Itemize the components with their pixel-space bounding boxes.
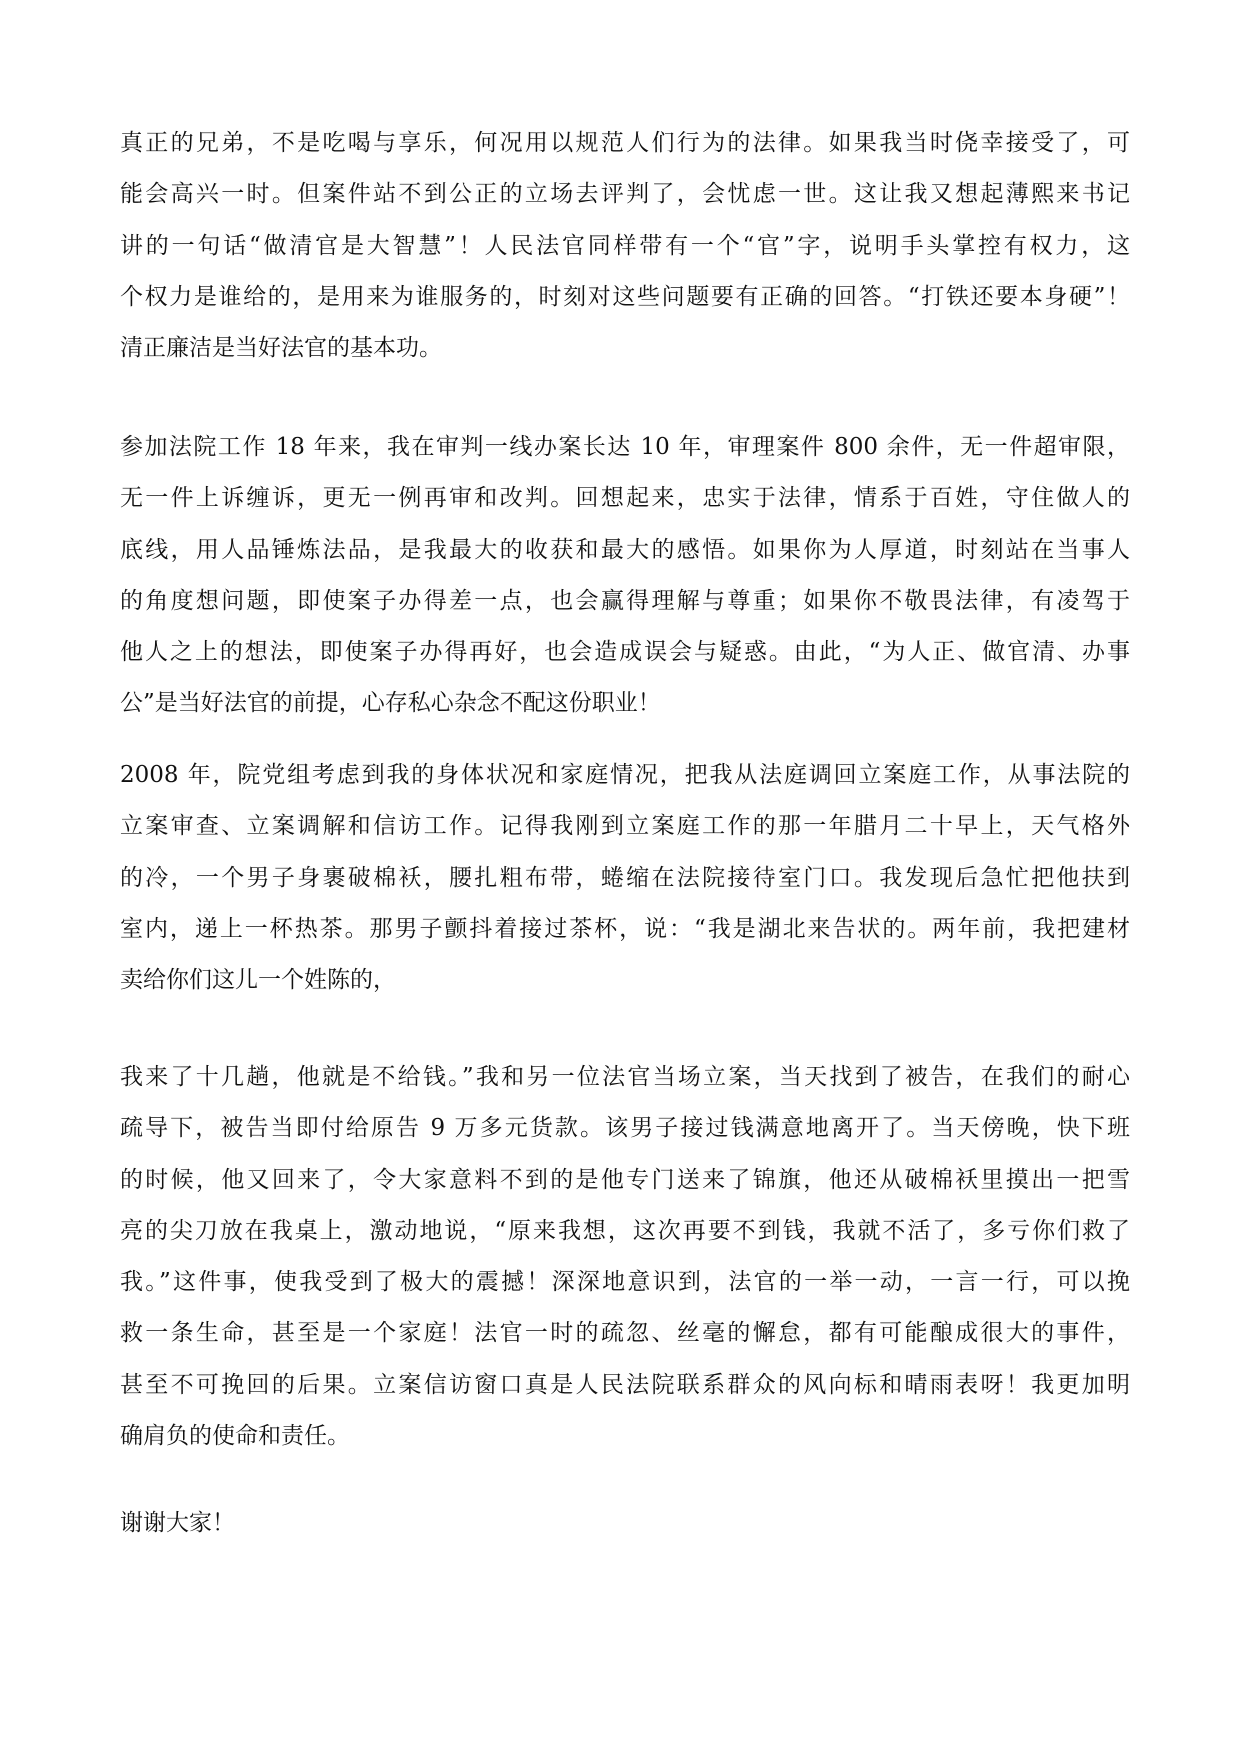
- text-line: 公”是当好法官的前提，心存私心杂念不配这份职业！: [120, 690, 661, 717]
- text-line: 2008 年，院党组考虑到我的身体状况和家庭情况，把我从法庭调回立案庭工作，从事法院的: [120, 762, 1130, 788]
- text-line: 立案审查、立案调解和信访工作。记得我刚到立案庭工作的那一年腊月二十早上，天气格外: [120, 813, 1130, 840]
- text-line: 真正的兄弟，不是吃喝与享乐，何况用以规范人们行为的法律。如果我当时侥幸接受了，可: [120, 130, 1130, 156]
- text-line: 谢谢大家！: [120, 1510, 235, 1536]
- paragraph-2: [120, 422, 1130, 730]
- text-line: 他人之上的想法，即使案子办得再好，也会造成误会与疑惑。由此，“为人正、做官清、办事: [120, 639, 1130, 666]
- text-line: 能会高兴一时。但案件站不到公正的立场去评判了，会忧虑一世。这让我又想起薄熙来书记: [120, 181, 1130, 208]
- text-line: 底线，用人品锤炼法品，是我最大的收获和最大的感悟。如果你为人厚道，时刻站在当事人: [120, 536, 1130, 563]
- text-line: 参加法院工作 18 年来，我在审判一线办案长达 10 年，审理案件 800 余件，无一件超审限，: [120, 434, 1130, 460]
- text-line: 亮的尖刀放在我桌上，激动地说，“原来我想，这次再要不到钱，我就不活了，多亏你们救了: [120, 1217, 1130, 1244]
- text-line: 的角度想问题，即使案子办得差一点，也会赢得理解与尊重；如果你不敬畏法律，有凌驾于: [120, 587, 1130, 614]
- paragraph-4: [120, 1052, 1130, 1462]
- closing-paragraph: [120, 1498, 1130, 1549]
- text-line: 的时候，他又回来了，令大家意料不到的是他专门送来了锦旗，他还从破棉袄里摸出一把雪: [120, 1166, 1130, 1193]
- text-line: 的冷，一个男子身裹破棉袄，腰扎粗布带，蜷缩在法院接待室门口。我发现后急忙把他扶到: [120, 864, 1130, 891]
- text-line: 我来了十几趟，他就是不给钱。”我和另一位法官当场立案，当天找到了被告，在我们的耐心: [120, 1064, 1130, 1090]
- text-line: 救一条生命，甚至是一个家庭！法官一时的疏忽、丝毫的懈怠，都有可能酿成很大的事件，: [120, 1320, 1130, 1347]
- text-line: 讲的一句话“做清官是大智慧”！人民法官同样带有一个“官”字，说明手头掌控有权力，这: [120, 232, 1130, 259]
- text-line: 确肩负的使命和责任。: [120, 1423, 350, 1450]
- text-line: 清正廉洁是当好法官的基本功。: [120, 335, 442, 362]
- text-line: 无一件上诉缠诉，更无一例再审和改判。回想起来，忠实于法律，情系于百姓，守住做人的: [120, 485, 1130, 512]
- text-line: 甚至不可挽回的后果。立案信访窗口真是人民法院联系群众的风向标和晴雨表呀！我更加明: [120, 1371, 1130, 1398]
- text-line: 我。”这件事，使我受到了极大的震撼！深深地意识到，法官的一举一动，一言一行，可以挽: [120, 1269, 1130, 1296]
- text-line: 个权力是谁给的，是用来为谁服务的，时刻对这些问题要有正确的回答。“打铁还要本身硬”！: [120, 283, 1130, 310]
- text-line: 室内，递上一杯热茶。那男子颤抖着接过茶杯，说：“我是湖北来告状的。两年前，我把建材: [120, 915, 1130, 942]
- paragraph-3: [120, 750, 1130, 1006]
- text-line: 疏导下，被告当即付给原告 9 万多元货款。该男子接过钱满意地离开了。当天傍晚，快下班: [120, 1115, 1130, 1142]
- text-line: 卖给你们这儿一个姓陈的，: [120, 967, 396, 994]
- paragraph-1: [120, 118, 1130, 374]
